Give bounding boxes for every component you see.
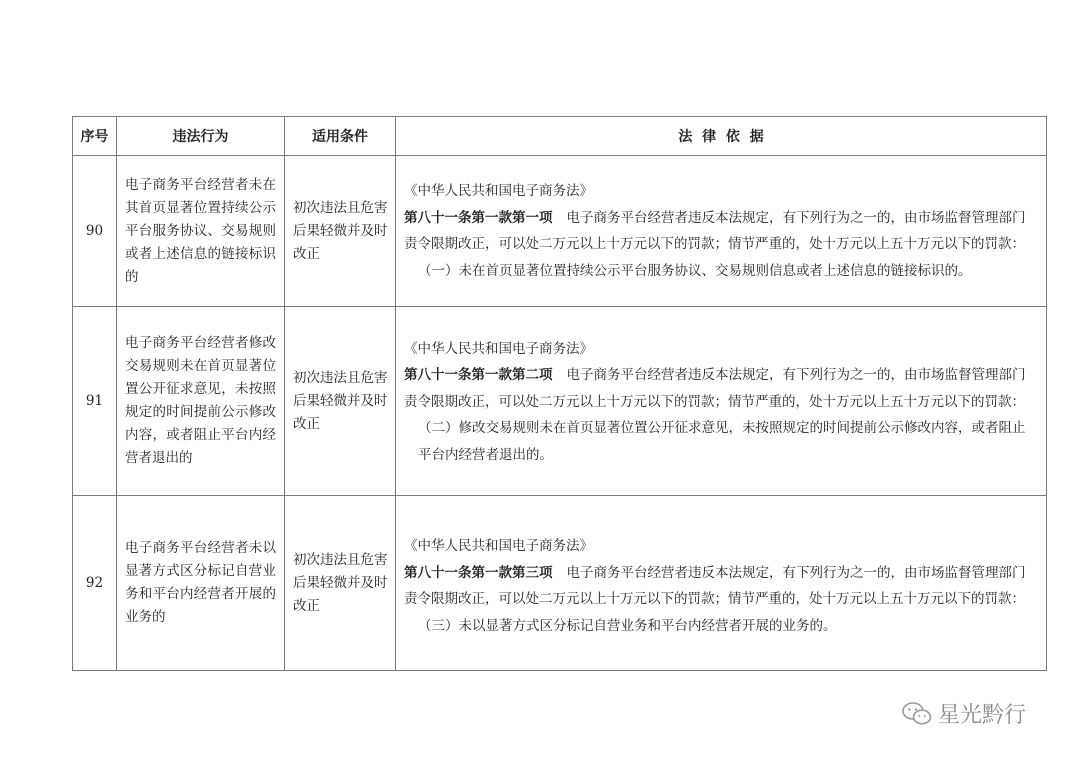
article-label: 第八十一条第一款第二项 <box>404 367 553 384</box>
article-text: 电子商务平台经营者违反本法规定，有下列行为之一的，由市场监督管理部门责令限期改正，可以处二万元以上十万元以下的罚款；情节严重的，处十万元以上五十万元以下的罚款： <box>404 367 1026 410</box>
watermark-text: 星光黔行 <box>938 703 1027 728</box>
article-label: 第八十一条第一款第三项 <box>404 564 553 581</box>
penalty-table <box>72 116 1047 671</box>
row-number: 92 <box>73 496 117 671</box>
legal-basis <box>396 156 1047 307</box>
article-item: （三）未以显著方式区分标记自营业务和平台内经营者开展的业务的。 <box>418 617 837 634</box>
article-text: 电子商务平台经营者违反本法规定，有下列行为之一的，由市场监督管理部门责令限期改正，可以处二万元以上十万元以下的罚款；情节严重的，处十万元以上五十万元以下的罚款： <box>404 564 1026 607</box>
law-title: 《中华人民共和国电子商务法》 <box>404 340 593 357</box>
wechat-icon <box>902 701 932 727</box>
applicable-condition: 初次违法且危害后果轻微并及时改正 <box>285 496 396 671</box>
article-paragraph <box>404 362 1036 415</box>
row-number: 90 <box>73 156 117 307</box>
legal-basis <box>396 307 1047 496</box>
header-basis: 法 律 依 据 <box>396 117 1047 156</box>
table-row <box>73 496 1047 671</box>
table-row <box>73 307 1047 496</box>
violation-act: 电子商务平台经营者未在其首页显著位置持续公示平台服务协议、交易规则或者上述信息的链接标识的 <box>117 156 285 307</box>
applicable-condition: 初次违法且危害后果轻微并及时改正 <box>285 307 396 496</box>
law-title: 《中华人民共和国电子商务法》 <box>404 183 593 199</box>
watermark <box>902 698 1026 729</box>
row-number: 91 <box>73 307 117 496</box>
article-item: （二）修改交易规则未在首页显著位置公开征求意见，未按照规定的时间提前公示修改内容，或者阻止平台内经营者退出的。 <box>418 420 1026 463</box>
legal-basis <box>396 496 1047 671</box>
header-no: 序号 <box>73 117 117 156</box>
law-title: 《中华人民共和国电子商务法》 <box>404 538 593 554</box>
article-item: （一）未在首页显著位置持续公示平台服务协议、交易规则信息或者上述信息的链接标识的。 <box>418 262 972 279</box>
applicable-condition: 初次违法且危害后果轻微并及时改正 <box>285 156 396 307</box>
header-act: 违法行为 <box>117 117 285 156</box>
violation-act: 电子商务平台经营者未以显著方式区分标记自营业务和平台内经营者开展的业务的 <box>117 496 285 671</box>
table-row <box>73 156 1047 307</box>
violation-act: 电子商务平台经营者修改交易规则未在首页显著位置公开征求意见，未按照规定的时间提前公示修改内容，或者阻止平台内经营者退出的 <box>117 307 285 496</box>
article-paragraph <box>404 560 1036 613</box>
header-cond: 适用条件 <box>285 117 396 156</box>
article-paragraph <box>404 205 1036 258</box>
table-header-row <box>73 117 1047 156</box>
article-text: 电子商务平台经营者违反本法规定，有下列行为之一的，由市场监督管理部门责令限期改正，可以处二万元以上十万元以下的罚款；情节严重的，处十万元以上五十万元以下的罚款： <box>404 209 1026 252</box>
article-label: 第八十一条第一款第一项 <box>404 209 553 226</box>
